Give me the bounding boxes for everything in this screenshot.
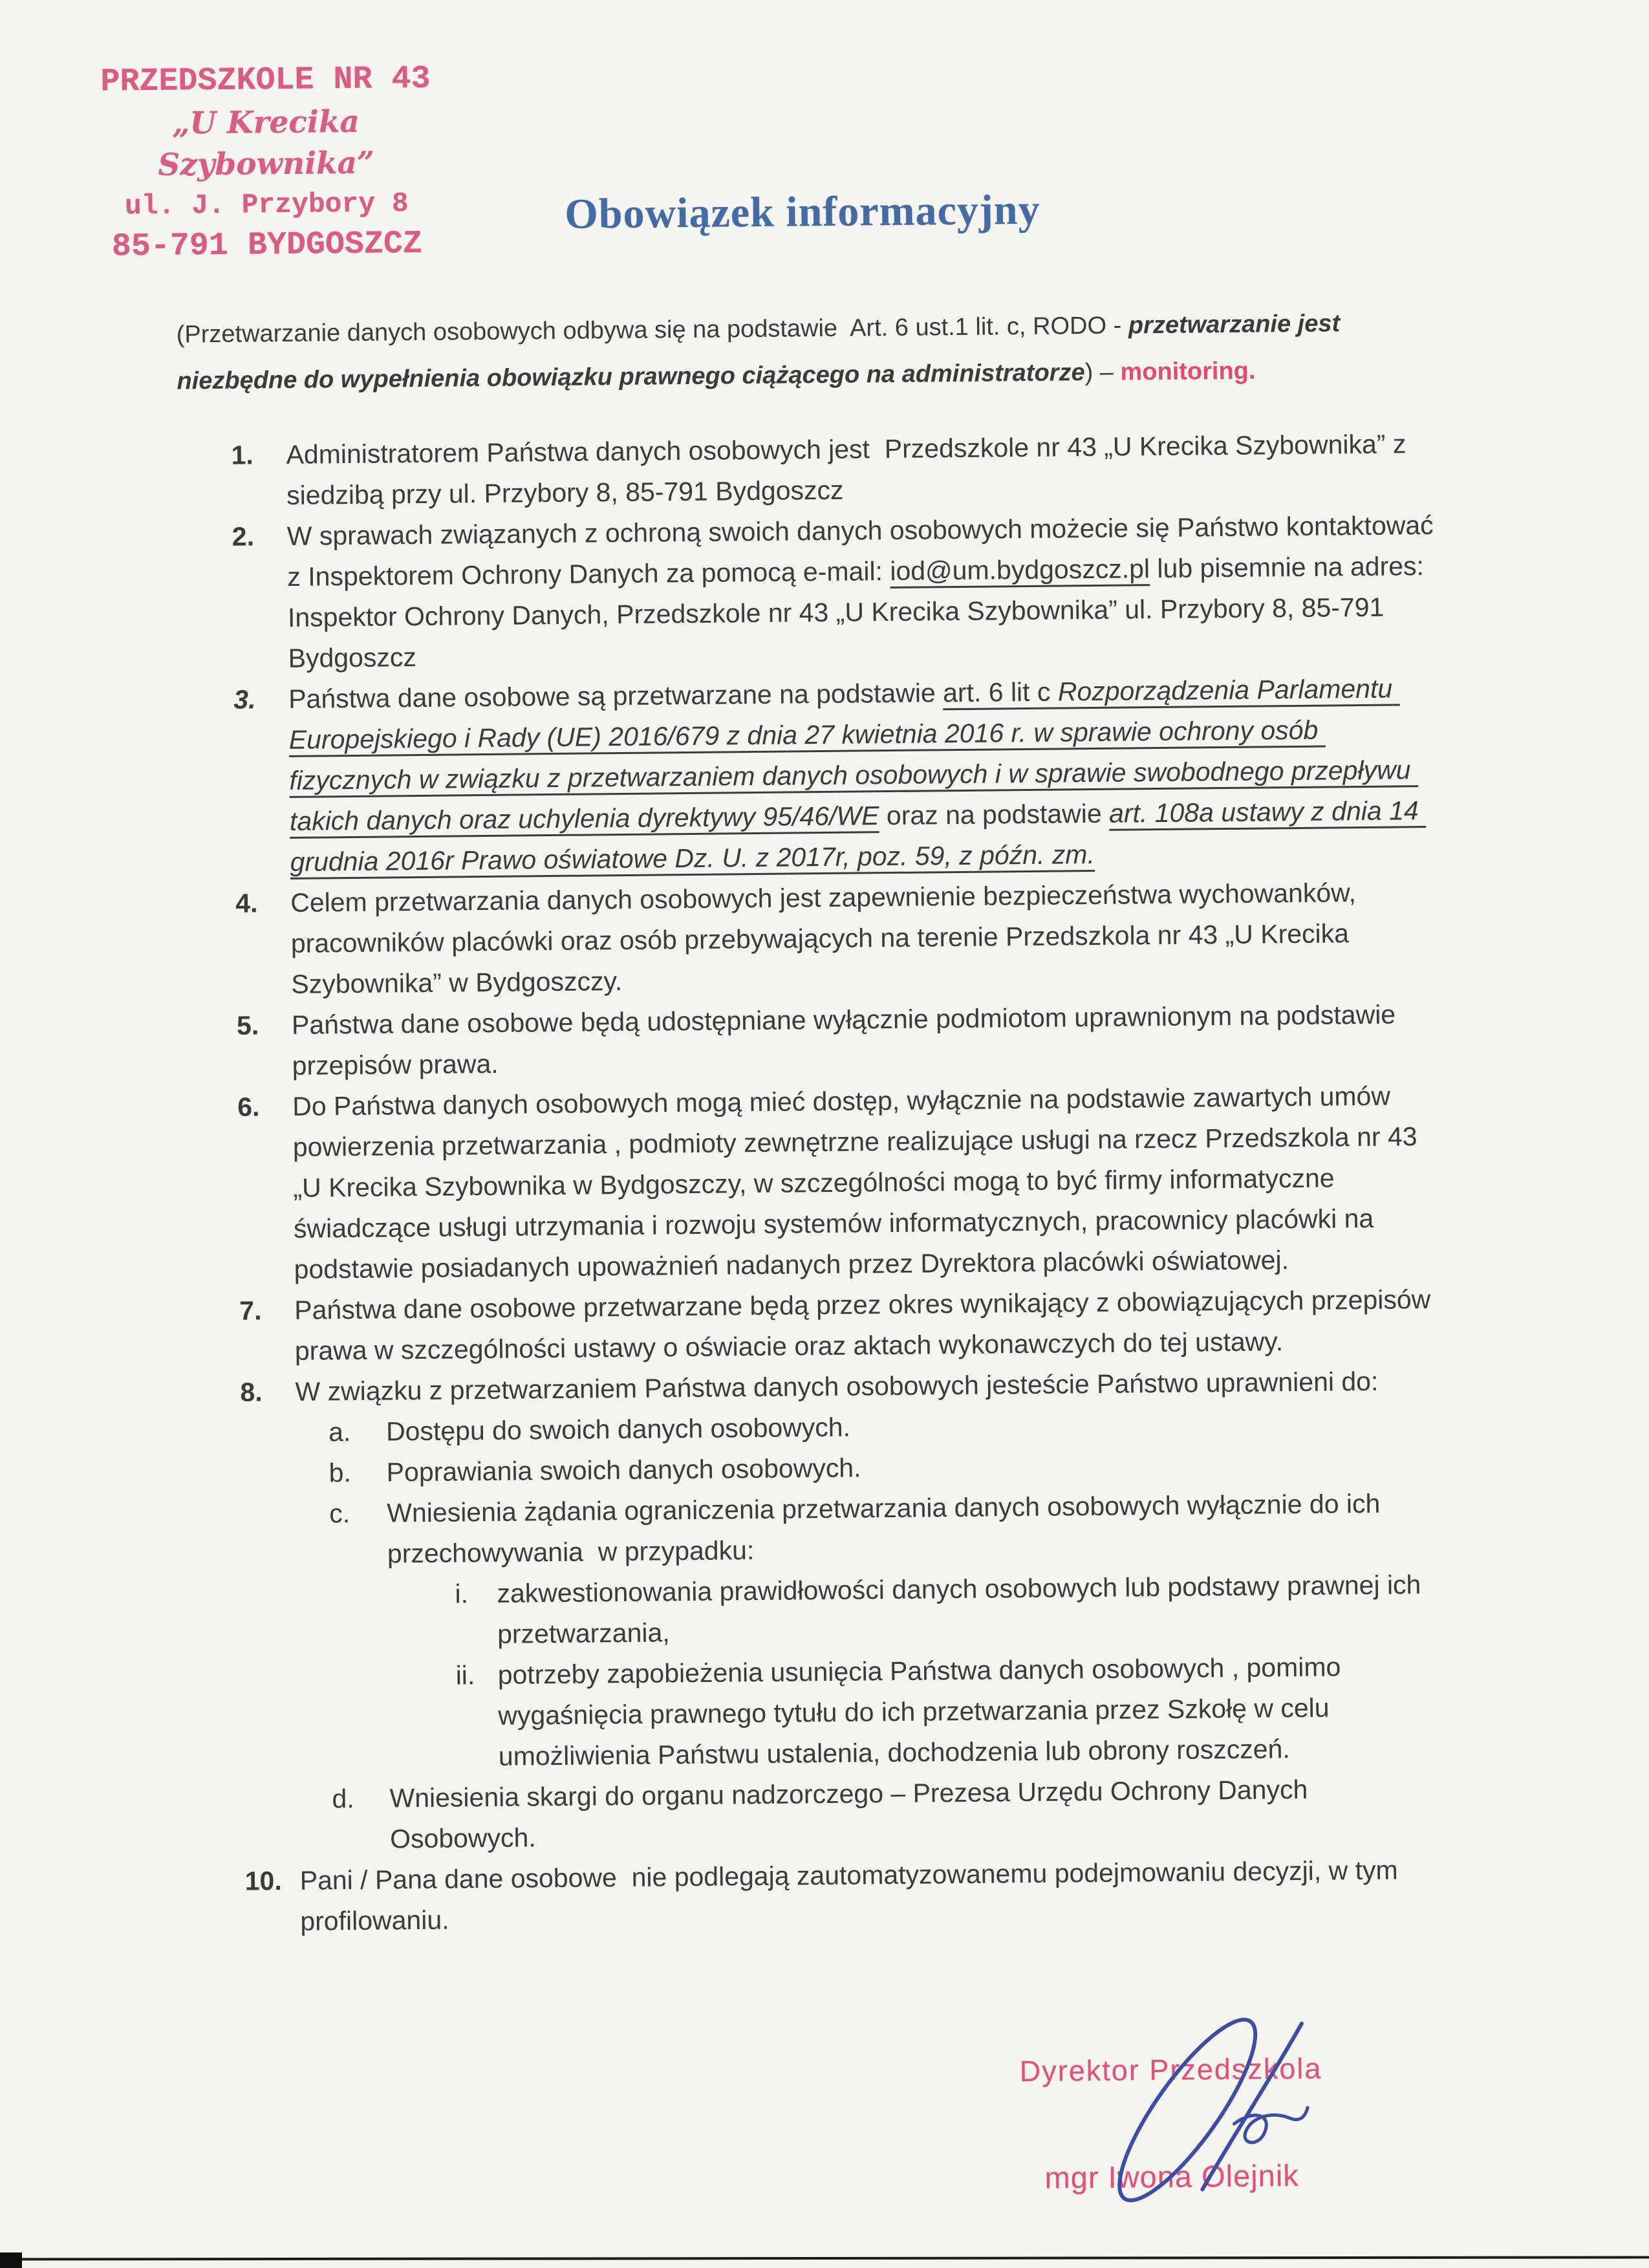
item-text: W związku z przetwarzaniem Państwa danych osobowych jesteście Państwo uprawnieni do: — [295, 1366, 1379, 1407]
list-item-2 — [232, 505, 1449, 680]
item-text: potrzeby zapobieżenia usunięcia Państwa danych osobowych , pomimo wygaśnięcia prawnego tytułu do ich przetwarzania przez Szkołę w celu umożliwienia Państwu ustalenia, dochodzenia lub obrony roszczeń. — [497, 1652, 1348, 1771]
director-title-stamp: Dyrektor Przedszkola — [1019, 2051, 1322, 2088]
item-number: 6. — [237, 1092, 260, 1122]
item-text: Wniesienia skargi do organu nadzorczego – Prezesa Urzędu Ochrony Danych Osobowych. — [389, 1774, 1315, 1854]
list-item-7 — [239, 1279, 1444, 1372]
list-item-10 — [244, 1850, 1449, 1943]
item-text: Celem przetwarzania danych osobowych jest zapewnienie bezpieczeństwa wychowanków, pracowników placówki oraz osób przebywających na terenie Przedszkola nr 43 „U Krecika Szybownika” w Bydgoszczy. — [290, 877, 1364, 999]
item-number: 10. — [244, 1866, 282, 1896]
item-letter: c. — [329, 1498, 350, 1529]
item-number: 3. — [233, 684, 256, 715]
item-3-regulation-citation: Rozporządzenia Parlamentu Europejskiego i Rady (UE) 2016/679 z dnia 27 kwietnia 2016 r. w sprawie ochrony osób fizycznych w związku z przetwarzaniem danych osobowych i w sprawie swobodnego przepływu takich danych oraz uchylenia dyrektywy 95/46/WE — [288, 673, 1419, 836]
item-3-mid: oraz na podstawie — [879, 798, 1110, 831]
handwritten-signature-ink — [1064, 2005, 1337, 2208]
item-number: 4. — [235, 888, 258, 918]
email-text: iod@um.bydgoszcz.pl — [890, 554, 1150, 586]
item-letter: b. — [329, 1458, 352, 1488]
item-text: Państwa dane osobowe przetwarzane będą przez okres wynikający z obowiązujących przepisów prawa w szczególności ustawy o oświacie oraz aktach wykonawczych do tej ustawy. — [294, 1284, 1438, 1366]
item-3-education-law-citation: art. 108a ustawy z dnia 14 grudnia 2016r Prawo oświatowe Dz. U. z 2017r, poz. 59, z późn. zm. — [290, 795, 1427, 877]
item-text: Do Państwa danych osobowych mogą mieć dostęp, wyłącznie na podstawie zawartych umów powierzenia przetwarzania , podmioty zewnętrzne realizujące usługi na rzecz Przedszkola nr 43 „U Krecika Szybownika w Bydgoszczy, w szczególności mogą to być firmy informatyczne świadczące usługi utrzymania i rozwoju systemów informatycznych, pracownicy placówki na podstawie posiadanych upoważnień nadanych przez Dyrektora placówki oświatowej. — [292, 1081, 1425, 1284]
item-letter: a. — [328, 1417, 351, 1447]
intro-lead: (Przetwarzanie danych osobowych odbywa się na podstawie Art. 6 ust.1 lit. c, RODO - — [176, 312, 1129, 349]
item-text: Państwa dane osobowe będą udostępniane wyłącznie podmiotom uprawnionym na podstawie przepisów prawa. — [291, 999, 1403, 1081]
item-2-pre: W sprawach związanych z ochroną swoich danych osobowych możecie się Państwo kontaktować z Inspektorem Ochrony Danych za pomocą e-mail: — [286, 510, 1449, 592]
intro-close: ) – — [1084, 358, 1121, 387]
list-item-6 — [237, 1075, 1443, 1291]
item-number: 5. — [236, 1010, 259, 1041]
monitoring-highlight: monitoring. — [1120, 357, 1256, 386]
item-number: 7. — [239, 1295, 262, 1326]
list-item-5 — [237, 994, 1441, 1087]
stamp-street: ul. J. Przybory 8 — [124, 188, 409, 222]
director-name-stamp: mgr Iwona Olejnik — [1044, 2158, 1299, 2195]
item-text: Wniesienia żądania ograniczenia przetwarzania danych osobowych wyłącznie do ich przechowywania w przypadku: — [387, 1488, 1388, 1569]
item-roman: i. — [455, 1579, 469, 1609]
document-title: Obowiązek informacyjny — [565, 186, 1040, 238]
item-text: Poprawiania swoich danych osobowych. — [386, 1453, 861, 1487]
item-number: 8. — [240, 1377, 263, 1407]
item-text: zakwestionowania prawidłowości danych osobowych lub podstawy prawnej ich przetwarzania, — [497, 1570, 1428, 1649]
item-text: Administratorem Państwa danych osobowych jest Przedszkole nr 43 „U Krecika Szybownika” z siedzibą przy ul. Przybory 8, 85-791 Bydgoszcz — [286, 429, 1414, 510]
stamp-school-name: PRZEDSZKOLE NR 43 — [100, 60, 431, 101]
list-item-8d — [332, 1768, 1449, 1861]
list-item-8c — [329, 1483, 1446, 1575]
list-item-8c-ii — [455, 1646, 1448, 1778]
item-letter: d. — [332, 1784, 354, 1814]
item-text: Dostępu do swoich danych osobowych. — [385, 1412, 851, 1447]
item-text: Pani / Pana dane osobowe nie podlegają zautomatyzowanemu podejmowaniu decyzji, w tym profilowaniu. — [299, 1855, 1406, 1936]
list-item-4 — [235, 872, 1441, 1006]
item-3-pre: Państwa dane osobowe są przetwarzane na podstawie — [288, 678, 943, 714]
stamp-school-motto: „U Krecika Szybownika” — [158, 103, 375, 183]
item-text — [286, 505, 1449, 679]
list-item-3 — [233, 668, 1439, 883]
numbered-list — [231, 424, 1449, 1943]
item-2-post: lub pisemnie na adres: Inspektor Ochrony Danych, Przedszkole nr 43 „U Krecika Szybownika” ul. Przybory 8, 85-791 Bydgoszcz — [287, 550, 1432, 673]
list-item-8c-i — [455, 1564, 1447, 1656]
item-text — [288, 668, 1439, 883]
list-item-1 — [231, 424, 1436, 517]
scan-edge-mark — [0, 2252, 22, 2268]
intro-legal-basis-italic: przetwarzanie jest niezbędne do wypełnienia obowiązku prawnego ciążącego na administratorze — [177, 310, 1347, 395]
item-roman: ii. — [455, 1660, 475, 1690]
item-number: 1. — [231, 440, 253, 470]
item-number: 2. — [232, 521, 255, 552]
item-3-underlined-article: art. 6 lit c — [942, 676, 1059, 708]
stamp-city: 85-791 BYDGOSZCZ — [111, 225, 423, 266]
intro-paragraph — [176, 299, 1447, 405]
